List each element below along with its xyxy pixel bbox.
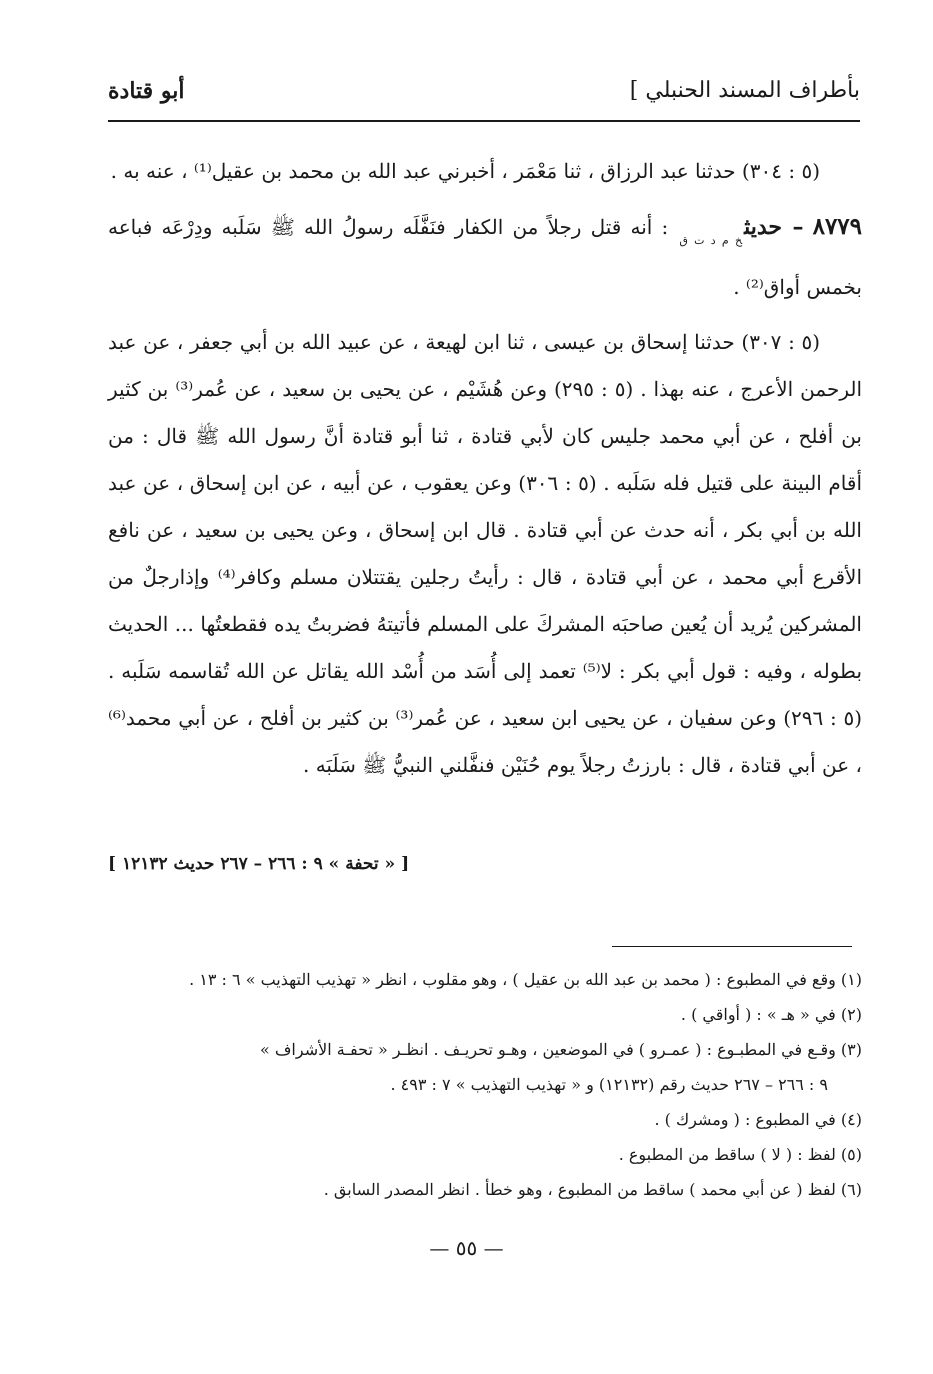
main-text bbox=[108, 148, 862, 797]
footnote-rule bbox=[612, 946, 852, 947]
paragraph-chain-1: (٥ : ٣٠٤) حدثنا عبد الرزاق ، ثنا مَعْمَر ، أخبرني عبد الله بن محمد بن عقيل⁽¹⁾ ، عنه به . bbox=[110, 159, 820, 183]
footnote-4: (٤) في المطبوع : ( ومشرك ) . bbox=[654, 1110, 862, 1129]
book-title: بأطراف المسند الحنبلي ] bbox=[629, 78, 860, 103]
paragraph-chains-2: (٥ : ٣٠٧) حدثنا إسحاق بن عيسى ، ثنا ابن لهيعة ، عن عبيد الله بن أبي جعفر ، عن عبد الرحمن الأعرج ، عنه بهذا . (٥ : ٢٩٥) وعن هُشَيْم ، عن يحيى بن سعيد ، عن عُمر⁽³⁾ بن كثير بن أفلح ، عن أبي محمد جليس كان لأبي قتادة ، ثنا أبو قتادة أنَّ رسول الله ﷺ قال : من أقام البينة على قتيل فله سَلَبه . (٥ : ٣٠٦) وعن يعقوب ، عن أبيه ، عن ابن إسحاق ، عن عبد الله بن أبي بكر ، أنه حدث عن أبي قتادة . قال ابن إسحاق ، وعن يحيى بن سعيد ، عن نافع الأقرع أبي محمد ، عن أبي قتادة ، قال : رأيتُ رجلين يقتتلان مسلم وكافر⁽⁴⁾ وإذارجلٌ من المشركين يُريد أن يُعين صاحبَه المشركَ على المسلم فأتيتهُ فضربتُ يده فقطعتُها ... الحديث بطوله ، وفيه : قول أبي بكر : لا⁽⁵⁾ تعمد إلى أُسَد من أُسْد الله يقاتل عن الله تُقاسمه سَلَبه . (٥ : ٢٩٦) وعن سفيان ، عن يحيى ابن سعيد ، عن عُمر⁽³⁾ بن كثير بن أفلح ، عن أبي محمد⁽⁶⁾ ، عن أبي قتادة ، قال : بارزتُ رجلاً يوم حُنَيْن فنفَّلني النبيُّ ﷺ سَلَبَه . bbox=[108, 330, 863, 777]
hadith-entry bbox=[108, 203, 862, 311]
source-sigla: خ م د ت ق bbox=[679, 234, 743, 247]
hadith-number: ٨٧٧٩ bbox=[812, 213, 863, 240]
footnote-2: (٢) في « هـ » : ( أواقي ) . bbox=[680, 1005, 862, 1024]
narrator-name: أبو قتادة bbox=[108, 78, 185, 104]
footnote-3: (٣) وقـع في المطبـوع : ( عمـرو ) في الموضعين ، وهـو تحريـف . انظـر « تحفـة الأشراف » bbox=[259, 1040, 862, 1059]
tuhfa-reference: [ « تحفة » ٩ : ٢٦٦ – ٢٦٧ حديث ١٢١٣٢ ] bbox=[108, 854, 410, 874]
running-header bbox=[108, 78, 860, 118]
hadith-label: – حديث bbox=[744, 214, 804, 240]
footnote-3-continued: ٩ : ٢٦٦ – ٢٦٧ حديث رقم (١٢١٣٢) و « تهذيب التهذيب » ٧ : ٤٩٣ . bbox=[390, 1075, 828, 1094]
hadith-text: : أنه قتل رجلاً من الكفار فنَفَّلَه رسولُ الله ﷺ سَلَبه ودِرْعَه فباعه بخمس أواق⁽²⁾ . bbox=[108, 215, 862, 299]
header-rule bbox=[108, 120, 860, 122]
footnotes bbox=[108, 962, 862, 1207]
footnote-6: (٦) لفظ ( عن أبي محمد ) ساقط من المطبوع ، وهو خطأ . انظر المصدر السابق . bbox=[323, 1180, 862, 1199]
footnote-5: (٥) لفظ : ( لا ) ساقط من المطبوع . bbox=[618, 1145, 862, 1164]
footnote-1: (١) وقع في المطبوع : ( محمد بن عبد الله بن عقيل ) ، وهو مقلوب ، انظر « تهذيب التهذيب » ٦ : ١٣ . bbox=[189, 970, 862, 989]
page-number: — ٥٥ — bbox=[429, 1236, 504, 1260]
